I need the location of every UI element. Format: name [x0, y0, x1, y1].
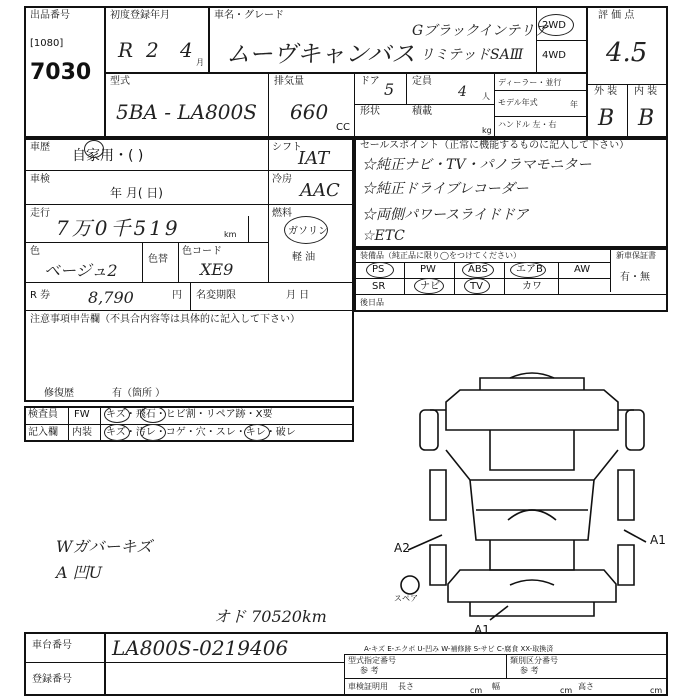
diagram-spare: スペア: [394, 594, 418, 603]
handle-label: ハンドル 左・右: [498, 120, 557, 129]
selling-points-title: セールスポイント（正常に機能するものに記入して下さい）: [360, 140, 630, 151]
fuel-alt: 軽 油: [292, 252, 316, 263]
drive-4wd: 4WD: [542, 50, 566, 61]
warranty-value: 有・無: [620, 272, 650, 283]
fw-circle-2: [140, 406, 166, 423]
dealer-label: ディーラー・並行: [498, 78, 562, 87]
displacement-label: 排気量: [274, 76, 304, 87]
equip-navi-circle: [414, 278, 444, 294]
color-code-label: 色コード: [182, 246, 222, 257]
first-reg-month: 4: [180, 38, 193, 62]
kg-unit: kg: [482, 126, 492, 135]
grade-line1: Gブラックインテリア: [412, 23, 549, 39]
first-reg-label: 初度登録年月: [110, 10, 170, 21]
mileage-label: 走行: [30, 208, 50, 219]
shape-label: 形状: [360, 106, 380, 117]
chassis-value: LA800S-0219406: [112, 636, 289, 660]
height-label: 高さ: [578, 682, 594, 691]
shift-value: IAT: [298, 148, 330, 169]
score-value: 4.5: [606, 38, 648, 68]
color-code-value: XE9: [200, 260, 234, 279]
interior-label: 内装: [72, 427, 92, 438]
int-grade: B: [638, 106, 655, 131]
class-ref: 参 考: [520, 666, 539, 675]
int-circle-2: [140, 424, 166, 441]
fuel-value: ガソリン: [288, 226, 328, 237]
entry-label: 記入欄: [28, 427, 58, 438]
mileage-value: 7万0千519: [56, 216, 181, 240]
month-suffix: 月: [196, 58, 204, 67]
first-reg-year: 2: [146, 38, 159, 62]
equip-ps: PS: [372, 264, 385, 275]
diagram-a1-bottom: A1: [474, 623, 490, 637]
equip-leather: カワ: [522, 281, 542, 292]
lot-number: 7030: [30, 60, 92, 85]
load-label: 積載: [412, 106, 432, 117]
capacity-label: 定員: [412, 76, 432, 87]
equip-aw: AW: [574, 264, 591, 275]
inspection-label: 車検: [30, 174, 50, 185]
name-change-value: 月 日: [286, 290, 310, 301]
remark-line1: Wガバーキズ: [56, 537, 153, 556]
equip-airbag: エアB: [516, 264, 543, 275]
capacity-value: 4: [458, 84, 467, 100]
r-label: R 券: [30, 290, 51, 301]
first-reg-era: R: [118, 38, 134, 62]
interior-text: キズ・汚レ・コゲ・穴・スレ・キレ・破レ: [106, 427, 296, 438]
equip-abs: ABS: [468, 264, 488, 275]
fuel-label: 燃料: [272, 208, 292, 219]
special-ref: 参 考: [360, 666, 379, 675]
fw-text: キズ・飛石・ヒビ割・リペア跡・X要: [106, 409, 273, 420]
cert-label: 車検証明用: [348, 682, 388, 691]
plate-label: 登録番号: [32, 674, 72, 685]
diagram-a2: A2: [394, 541, 410, 555]
color-label: 色: [30, 246, 40, 257]
int-circle-3: [244, 424, 270, 441]
fuel-circle: [284, 216, 328, 244]
doors-label: ドア: [360, 76, 380, 87]
afterparts-label: 後日品: [360, 298, 384, 307]
fw-label: FW: [74, 409, 90, 420]
remark-line2: A 凹U: [56, 563, 103, 582]
ext-label: 外 装: [594, 86, 618, 97]
fw-circle-1: [104, 406, 130, 423]
length-unit: cm: [470, 686, 483, 695]
selling-point-1: ☆純正ナビ・TV・パノラマモニター: [362, 157, 592, 173]
equip-tv: TV: [470, 281, 483, 292]
diagram-legend: A-キズ E-エクボ U-凹み W-補修跡 S-サビ C-腐食 XX-取換済: [364, 645, 554, 653]
doors-value: 5: [384, 80, 395, 99]
inspection-value: 年 月( 日): [110, 186, 163, 200]
drive-2wd: 2WD: [542, 20, 566, 31]
warranty-label: 新車保証書: [616, 251, 656, 260]
class-label: 類別区分番号: [510, 656, 558, 665]
repair-value: 有（箇所 ）: [112, 388, 166, 399]
selling-point-3: ☆両側パワースライドドア: [362, 207, 529, 223]
history-circle: [84, 140, 104, 158]
equipment-title: 装備品（純正品に限り◯をつけてください）: [360, 251, 521, 260]
score-label: 評 価 点: [598, 10, 635, 21]
displacement-value: 660: [290, 100, 329, 124]
color-value: ベージュ2: [44, 261, 118, 280]
model-year-label: モデル年式: [498, 98, 538, 107]
equip-airbag-circle: [510, 262, 546, 278]
length-label: 長さ: [398, 682, 414, 691]
cc-unit: CC: [336, 122, 350, 133]
width-unit: cm: [560, 686, 573, 695]
model-label: 車名・グレード: [214, 10, 284, 21]
ac-label: 冷房: [272, 174, 292, 185]
width-label: 幅: [492, 682, 500, 691]
model-code-value: 5BA - LA800S: [116, 100, 257, 124]
equip-ps-circle: [366, 262, 394, 278]
lot-label: 出品番号: [30, 10, 70, 21]
model-code-label: 型式: [110, 76, 130, 87]
int-circle-1: [104, 424, 130, 441]
r-value: 8,790: [88, 288, 134, 307]
equip-tv-circle: [464, 278, 490, 294]
model-name: ムーヴキャンバス: [226, 40, 416, 68]
int-label: 内 装: [634, 86, 658, 97]
height-unit: cm: [650, 686, 663, 695]
drive-2wd-circle: [538, 14, 574, 36]
ac-value: AAC: [300, 180, 340, 201]
name-change-label: 名変期限: [196, 290, 236, 301]
equip-sr: SR: [372, 281, 386, 292]
r-yen: 円: [172, 290, 182, 301]
history-label: 車歴: [30, 142, 50, 153]
lot-code: [1080]: [30, 38, 64, 49]
color-change-label: 色替: [148, 254, 168, 265]
car-damage-diagram: [390, 370, 680, 635]
km-unit: km: [224, 230, 237, 239]
equip-abs-circle: [462, 262, 494, 278]
model-year-unit: 年: [570, 100, 578, 109]
odometer-note: オド 70520km: [214, 607, 327, 626]
diagram-a1-right: A1: [650, 533, 666, 547]
special-label: 型式指定番号: [348, 656, 396, 665]
grade-line2: リミテッドSAⅢ: [420, 47, 524, 63]
chassis-label: 車台番号: [32, 640, 72, 651]
history-value: 自家用・( ): [72, 148, 144, 164]
shift-label: シフト: [272, 142, 302, 153]
equip-navi: ナビ: [420, 281, 440, 292]
ext-grade: B: [598, 106, 615, 131]
inspector-label: 検査員: [28, 409, 58, 420]
repair-label: 修復歴: [44, 388, 74, 399]
selling-point-4: ☆ETC: [362, 228, 405, 244]
notes-label: 注意事項申告欄（不具合内容等は具体的に記入して下さい）: [30, 314, 300, 325]
selling-point-2: ☆純正ドライブレコーダー: [362, 181, 529, 197]
equip-pw: PW: [420, 264, 436, 275]
capacity-unit: 人: [482, 92, 490, 101]
